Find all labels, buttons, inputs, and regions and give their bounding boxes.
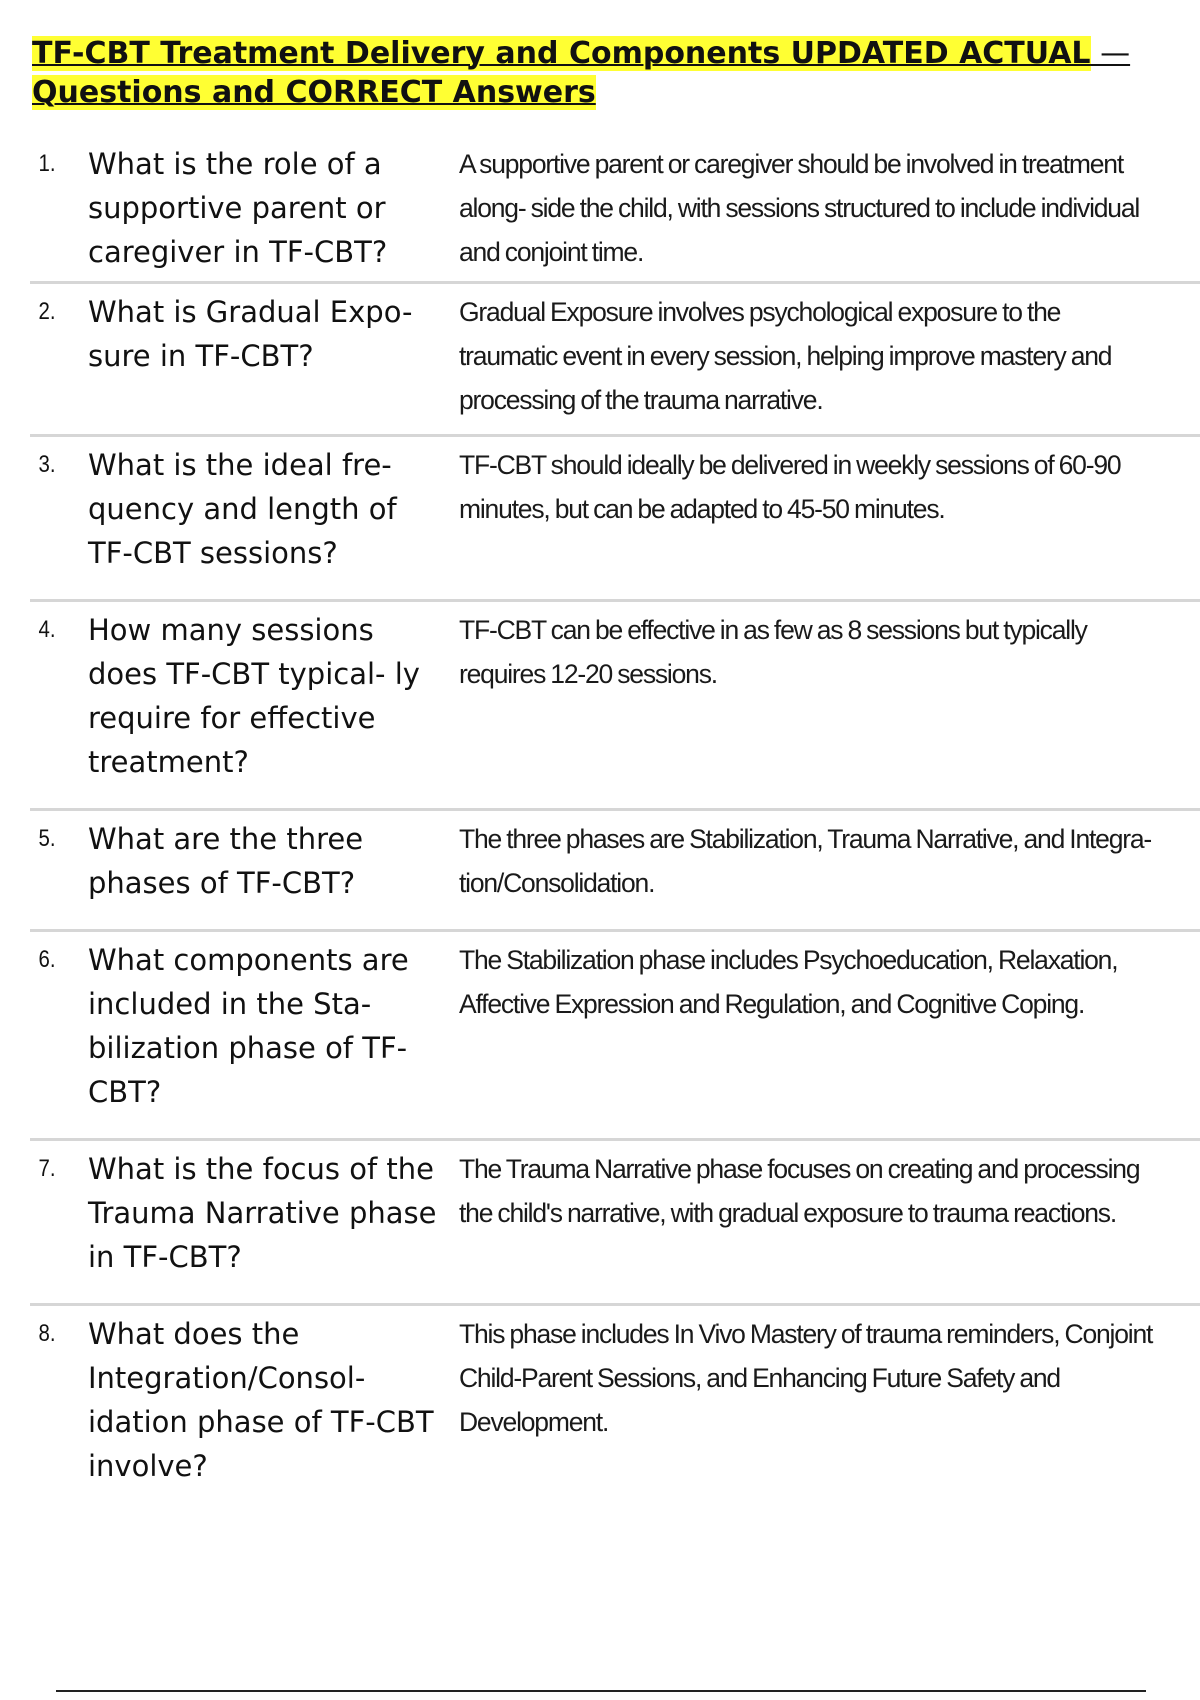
qa-question: What is the role of a supportive parent or caregiver in TF-CBT? xyxy=(88,147,388,269)
qa-number: 7. xyxy=(38,1155,56,1182)
qa-row xyxy=(30,1306,1200,1506)
qa-answer: This phase includes In Vivo Mastery of trauma reminders, Conjoint Child-Parent Sessions, and Enhancing Future Safety and Development. xyxy=(459,1319,1153,1437)
qa-answer: Gradual Exposure involves psychological exposure to the traumatic event in every session, helping improve mastery and processing of the trauma narrative. xyxy=(459,297,1112,415)
qa-number: 3. xyxy=(38,451,56,478)
qa-row xyxy=(30,1141,1200,1306)
qa-question: What is Gradual Expo- sure in TF-CBT? xyxy=(88,295,413,373)
qa-number: 5. xyxy=(38,825,56,852)
qa-number: 1. xyxy=(38,150,56,177)
qa-number: 4. xyxy=(38,616,56,643)
qa-row xyxy=(30,284,1200,437)
qa-row xyxy=(30,602,1200,811)
title-line-2: Questions and CORRECT Answers xyxy=(32,75,596,110)
qa-question: What is the ideal fre- quency and length of TF-CBT sessions? xyxy=(88,448,397,570)
qa-question: How many sessions does TF-CBT typical- ly require for effective treatment? xyxy=(88,613,420,779)
qa-question: What components are included in the Sta- bilization phase of TF-CBT? xyxy=(88,943,409,1109)
qa-answer: The Trauma Narrative phase focuses on creating and processing the child's narrative, with gradual exposure to trauma reactions. xyxy=(459,1154,1140,1228)
qa-row xyxy=(30,136,1200,284)
qa-number: 6. xyxy=(38,946,56,973)
title-dash: — xyxy=(1090,36,1131,71)
qa-question: What are the three phases of TF-CBT? xyxy=(88,822,364,900)
qa-question: What does the Integration/Consol- idation phase of TF-CBT involve? xyxy=(88,1317,434,1483)
footer-divider xyxy=(56,1690,1146,1692)
qa-answer: TF-CBT can be effective in as few as 8 sessions but typically requires 12-20 sessions. xyxy=(459,615,1087,689)
qa-row xyxy=(30,811,1200,932)
qa-answer: A supportive parent or caregiver should be involved in treatment along- side the child, with sessions structured to include individual and conjoint time. xyxy=(459,149,1140,267)
qa-answer: TF-CBT should ideally be delivered in weekly sessions of 60-90 minutes, but can be adapted to 45-50 minutes. xyxy=(459,450,1121,524)
qa-row xyxy=(30,437,1200,602)
title-line-1: TF-CBT Treatment Delivery and Components UPDATED ACTUAL xyxy=(32,36,1091,71)
qa-number: 2. xyxy=(38,298,56,325)
qa-number: 8. xyxy=(38,1320,56,1347)
qa-answer: The three phases are Stabilization, Trauma Narrative, and Integra- tion/Consolidation. xyxy=(459,824,1152,898)
qa-list xyxy=(30,136,1200,1506)
document-title xyxy=(32,34,1152,112)
qa-question: What is the focus of the Trauma Narrative phase in TF-CBT? xyxy=(88,1152,437,1274)
qa-row xyxy=(30,932,1200,1141)
qa-answer: The Stabilization phase includes Psychoeducation, Relaxation, Affective Expression and Regulation, and Cognitive Coping. xyxy=(459,945,1118,1019)
